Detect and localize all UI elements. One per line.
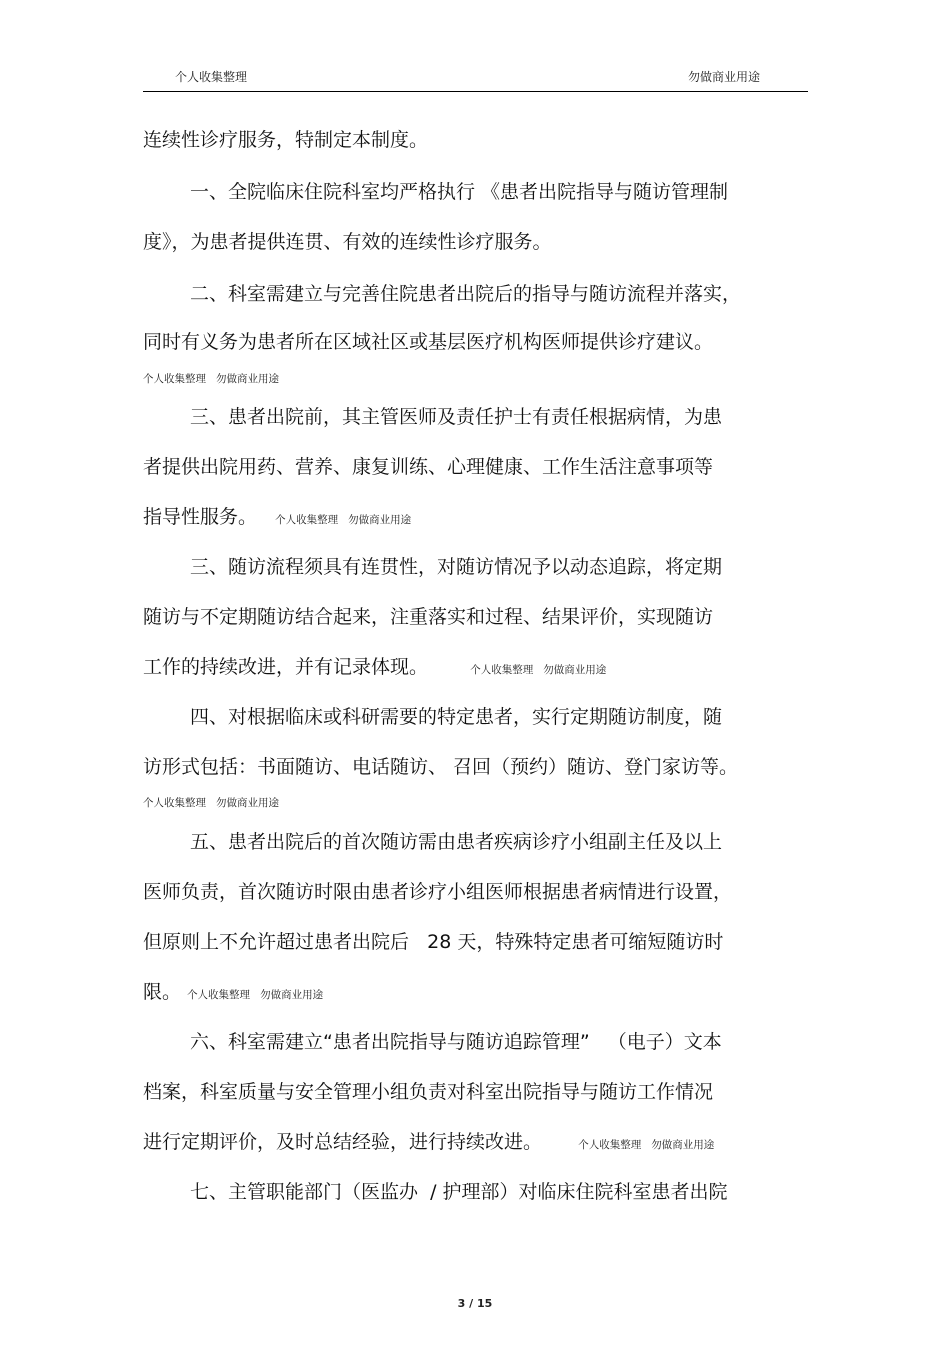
body-line-with-watermark	[143, 655, 606, 682]
body-line: 度》，为患者提供连贯、有效的连续性诊疗服务。	[143, 231, 552, 253]
watermark-text: 个人收集整理 勿做商业用途	[143, 373, 280, 385]
body-line-with-watermark	[143, 1130, 714, 1157]
watermark-text: 个人收集整理 勿做商业用途	[275, 514, 412, 526]
body-line: 者提供出院用药、营养、康复训练、心理健康、工作生活注意事项等	[143, 456, 714, 478]
body-line: 一、全院临床住院科室均严格执行 《患者出院指导与随访管理制	[190, 181, 729, 203]
body-line: 三、随访流程须具有连贯性，对随访情况予以动态追踪，将定期	[190, 556, 723, 578]
body-line: 五、患者出院后的首次随访需由患者疾病诊疗小组副主任及以上	[190, 831, 723, 853]
header-rule	[143, 91, 808, 92]
watermark-text: 个人收集整理 勿做商业用途	[187, 989, 324, 1001]
body-text: 工作的持续改进，并有记录体现。	[143, 656, 429, 678]
body-line: 七、主管职能部门（医监办 / 护理部）对临床住院科室患者出院	[190, 1181, 728, 1203]
body-line: 二、科室需建立与完善住院患者出院后的指导与随访流程并落实，	[190, 283, 742, 305]
body-line: 三、患者出院前，其主管医师及责任护士有责任根据病情，为患	[190, 406, 723, 428]
body-line: 访形式包括：书面随访、电话随访、 召回（预约）随访、登门家访等。	[143, 756, 739, 778]
body-text: 进行定期评价，及时总结经验，进行持续改进。	[143, 1131, 543, 1153]
watermark-text: 个人收集整理 勿做商业用途	[578, 1139, 715, 1151]
header-left-text: 个人收集整理	[175, 70, 248, 84]
body-line: 医师负责，首次随访时限由患者诊疗小组医师根据患者病情进行设置，	[143, 881, 733, 903]
body-line: 六、科室需建立“患者出院指导与随访追踪管理” （电子）文本	[190, 1031, 722, 1053]
body-line: 但原则上不允许超过患者出院后 28 天，特殊特定患者可缩短随访时	[143, 931, 724, 953]
watermark-text: 个人收集整理 勿做商业用途	[143, 797, 280, 809]
page-number: 3 / 15	[457, 1297, 493, 1310]
body-line: 同时有义务为患者所在区域社区或基层医疗机构医师提供诊疗建议。	[143, 331, 714, 353]
body-line: 连续性诊疗服务，特制定本制度。	[143, 129, 429, 151]
watermark-text: 个人收集整理 勿做商业用途	[470, 664, 607, 676]
body-line: 四、对根据临床或科研需要的特定患者，实行定期随访制度，随	[190, 706, 723, 728]
body-text: 限。	[143, 981, 182, 1003]
body-text: 指导性服务。	[143, 506, 258, 528]
body-line-with-watermark	[143, 505, 411, 532]
body-line: 档案，科室质量与安全管理小组负责对科室出院指导与随访工作情况	[143, 1081, 714, 1103]
body-line-with-watermark	[143, 980, 323, 1007]
header-right-text: 勿做商业用途	[688, 70, 761, 84]
body-line: 随访与不定期随访结合起来，注重落实和过程、结果评价，实现随访	[143, 606, 714, 628]
